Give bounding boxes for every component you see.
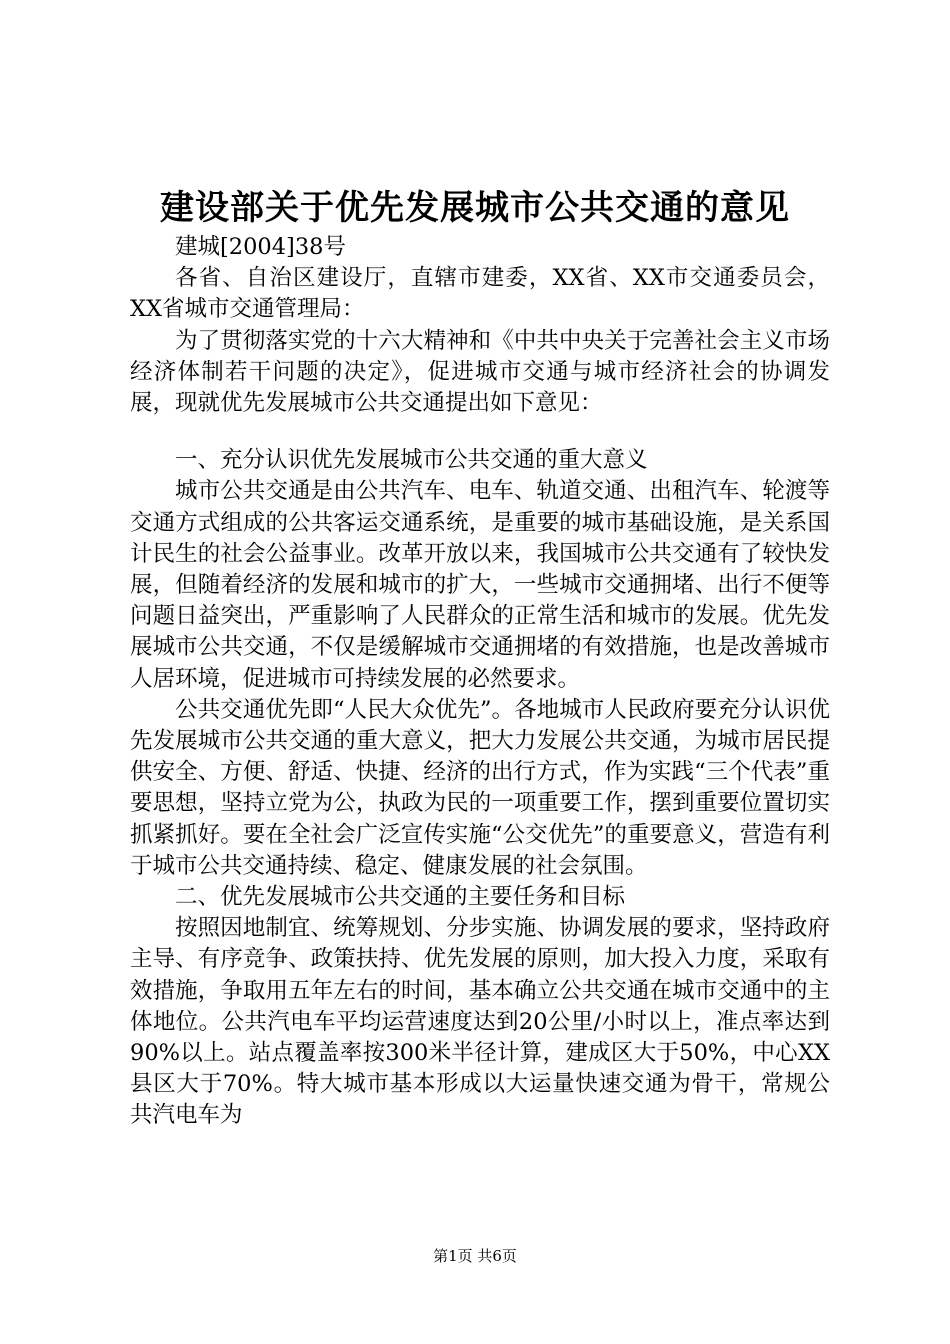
section-1-paragraph-1: 城市公共交通是由公共汽车、电车、轨道交通、出租汽车、轮渡等交通方式组成的公共客运交通系统，是重要的城市基础设施，是关系国计民生的社会公益事业。改革开放以来，我国城市公共交通有了较快发展，但随着经济的发展和城市的扩大，一些城市交通拥堵、出行不便等问题日益突出，严重影响了人民群众的正常生活和城市的发展。优先发展城市公共交通，不仅是缓解城市交通拥堵的有效措施，也是改善城市人居环境，促进城市可持续发展的必然要求。 <box>130 478 830 692</box>
page-number-footer: 第1页 共6页 <box>433 1247 517 1265</box>
section-1-heading: 一、充分认识优先发展城市公共交通的重大意义 <box>175 447 648 474</box>
addressee-paragraph: 各省、自治区建设厅，直辖市建委，XX省、XX市交通委员会，XX省城市交通管理局： <box>130 265 830 323</box>
section-2-paragraph-1: 按照因地制宜、统筹规划、分步实施、协调发展的要求，坚持政府主导、有序竞争、政策扶持、优先发展的原则，加大投入力度，采取有效措施，争取用五年左右的时间，基本确立公共交通在城市交通中的主体地位。公共汽电车平均运营速度达到20公里/小时以上，准点率达到90%以上。站点覆盖率按300米半径计算，建成区大于50%，中心XX县区大于70%。特大城市基本形成以大运量快速交通为骨干，常规公共汽电车为 <box>130 915 830 1129</box>
section-1-paragraph-2: 公共交通优先即“人民大众优先”。各地城市人民政府要充分认识优先发展城市公共交通的重大意义，把大力发展公共交通，为城市居民提供安全、方便、舒适、快捷、经济的出行方式，作为实践“三个代表”重要思想，坚持立党为公，执政为民的一项重要工作，摆到重要位置切实抓紧抓好。要在全社会广泛宣传实施“公交优先”的重要意义，营造有利于城市公共交通持续、稳定、健康发展的社会氛围。 <box>130 696 830 879</box>
section-2-heading: 二、优先发展城市公共交通的主要任务和目标 <box>175 884 626 911</box>
document-body <box>130 232 830 1132</box>
intro-paragraph: 为了贯彻落实党的十六大精神和《中共中央关于完善社会主义市场经济体制若干问题的决定》，促进城市交通与城市经济社会的协调发展，现就优先发展城市公共交通提出如下意见： <box>130 327 830 417</box>
document-number: 建城[2004]38号 <box>175 234 346 260</box>
document-title: 建设部关于优先发展城市公共交通的意见 <box>160 188 790 228</box>
